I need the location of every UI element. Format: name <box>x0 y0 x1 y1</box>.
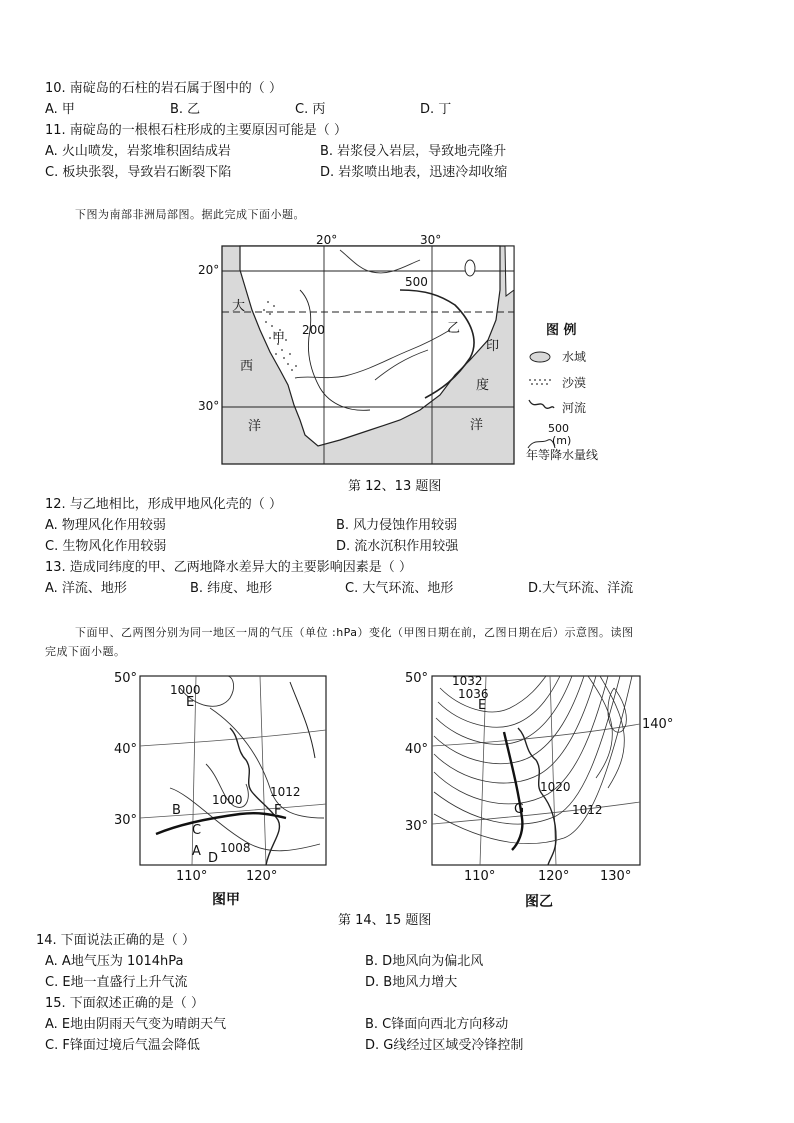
q10-option-a: A. 甲 <box>45 102 75 117</box>
q12-option-c: C. 生物风化作用较弱 <box>45 539 167 554</box>
question-13-stem: 13. 造成同纬度的甲、乙两地降水差异大的主要影响因素是（ ） <box>45 560 412 575</box>
q15-option-d: D. G线经过区域受冷锋控制 <box>365 1038 524 1053</box>
legend-iso-unit: (m) <box>552 434 572 447</box>
q13-option-d: D.大气环流、洋流 <box>528 581 634 596</box>
map-b-point-e: E <box>478 698 487 713</box>
map-b-lat-40: 40° <box>405 742 429 757</box>
question-14-stem: 14. 下面说法正确的是（ ） <box>36 933 195 948</box>
q13-option-b: B. 纬度、地形 <box>190 581 273 596</box>
map-b-lon-140: 140° <box>642 717 674 732</box>
legend-river-symbol <box>529 400 554 408</box>
q14-option-a: A. A地气压为 1014hPa <box>45 954 184 969</box>
map-a-frame <box>140 676 326 865</box>
legend-iso-value: 500 <box>548 422 569 435</box>
map-a-iso-1012: 1012 <box>270 785 301 799</box>
q11-option-d: D. 岩浆喷出地表，迅速冷却收缩 <box>320 165 508 180</box>
q15-option-c: C. F锋面过境后气温会降低 <box>45 1038 200 1053</box>
map-a-point-f: F <box>274 803 282 818</box>
q11-option-c: C. 板块张裂，导致岩石断裂下陷 <box>45 165 232 180</box>
map-b-lon-130: 130° <box>600 869 632 884</box>
lon-30-label: 30° <box>420 233 442 247</box>
indian-label-2: 度 <box>476 378 490 393</box>
indian-label-3: 洋 <box>470 418 484 433</box>
intro-pressure-line1: 下面甲、乙两图分别为同一地区一周的气压（单位 :hPa）变化（甲图日期在前，乙图日期在后）示意图。读图 <box>75 626 634 639</box>
map-b-lon-120: 120° <box>538 869 570 884</box>
q11-option-b: B. 岩浆侵入岩层，导致地壳隆升 <box>320 144 507 159</box>
q12-option-a: A. 物理风化作用较弱 <box>45 518 166 533</box>
map-b-point-g: G <box>514 802 525 817</box>
legend-water-symbol <box>530 352 550 362</box>
map-b-iso-1012: 1012 <box>572 803 603 817</box>
q10-option-b: B. 乙 <box>170 102 201 117</box>
intro-pressure-line2: 完成下面小题。 <box>45 645 126 658</box>
map-b-lat-50: 50° <box>405 671 429 686</box>
map-b-iso-1036: 1036 <box>458 687 489 701</box>
q14-option-d: D. B地风力增大 <box>365 975 458 990</box>
figure-caption-12-13: 第 12、13 题图 <box>348 479 442 494</box>
map-a-lat-30: 30° <box>114 813 138 828</box>
intro-southern-africa: 下图为南部非洲局部图。据此完成下面小题。 <box>75 208 305 221</box>
atlantic-label-2: 西 <box>240 359 254 374</box>
map-a-point-a: A <box>192 844 201 859</box>
legend-desert-label: 沙漠 <box>562 376 587 390</box>
question-11-stem: 11. 南碇岛的一根根石柱形成的主要原因可能是（ ） <box>45 123 347 138</box>
map-a-lon-110: 110° <box>176 869 208 884</box>
isohyet-200-label: 200 <box>302 323 325 337</box>
legend-desert-symbol <box>529 379 551 385</box>
q12-option-d: D. 流水沉积作用较强 <box>336 539 459 554</box>
map-a-lat-40: 40° <box>114 742 138 757</box>
legend-title: 图 例 <box>546 323 577 338</box>
pressure-map-b <box>400 668 650 888</box>
map-a-point-c: C <box>192 823 202 838</box>
legend-iso-label: 年等降水量线 <box>526 448 599 462</box>
map-a-lon-120: 120° <box>246 869 278 884</box>
q15-option-a: A. E地由阴雨天气变为晴朗天气 <box>45 1017 227 1032</box>
map-a-point-d: D <box>208 851 219 866</box>
map-b-iso-1020: 1020 <box>540 780 571 794</box>
indian-label-1: 印 <box>486 339 500 354</box>
legend-river-label: 河流 <box>562 401 587 415</box>
figure-caption-14-15: 第 14、15 题图 <box>338 913 432 928</box>
map-a-title: 图甲 <box>212 892 240 908</box>
question-15-stem: 15. 下面叙述正确的是（ ） <box>45 996 204 1011</box>
lat-30-label: 30° <box>198 399 220 413</box>
map-a-iso-1008: 1008 <box>220 841 251 855</box>
q12-option-b: B. 风力侵蚀作用较弱 <box>336 518 458 533</box>
q14-option-c: C. E地一直盛行上升气流 <box>45 975 188 990</box>
map-a-point-e: E <box>186 695 195 710</box>
map-b-iso-1032: 1032 <box>452 674 483 688</box>
q13-option-a: A. 洋流、地形 <box>45 581 127 596</box>
map-b-lon-110: 110° <box>464 869 496 884</box>
map-a-iso-1000: 1000 <box>170 683 201 697</box>
q13-option-c: C. 大气环流、地形 <box>345 581 454 596</box>
legend-water-label: 水域 <box>562 350 587 364</box>
question-12-stem: 12. 与乙地相比，形成甲地风化壳的（ ） <box>45 497 282 512</box>
location-yi: 乙 <box>447 321 461 336</box>
map-b-lat-30: 30° <box>405 819 429 834</box>
map-a-lat-50: 50° <box>114 671 138 686</box>
lake <box>465 260 475 276</box>
atlantic-label-1: 大 <box>232 299 246 314</box>
atlantic-label-3: 洋 <box>248 419 262 434</box>
lat-20-label: 20° <box>198 263 220 277</box>
question-10-stem: 10. 南碇岛的石柱的岩石属于图中的（ ） <box>45 81 282 96</box>
isohyet-500-label: 500 <box>405 275 428 289</box>
lon-20-label: 20° <box>316 233 338 247</box>
q14-option-b: B. D地风向为偏北风 <box>365 954 484 969</box>
q15-option-b: B. C锋面向西北方向移动 <box>365 1017 509 1032</box>
map-b-title: 图乙 <box>525 894 553 910</box>
map-a-iso-1000b: 1000 <box>212 793 243 807</box>
location-jia: 甲 <box>272 331 286 346</box>
map-a-point-b: B <box>172 803 181 818</box>
q10-option-c: C. 丙 <box>295 102 326 117</box>
q10-option-d: D. 丁 <box>420 102 452 117</box>
q11-option-a: A. 火山喷发，岩浆堆积固结成岩 <box>45 144 231 159</box>
